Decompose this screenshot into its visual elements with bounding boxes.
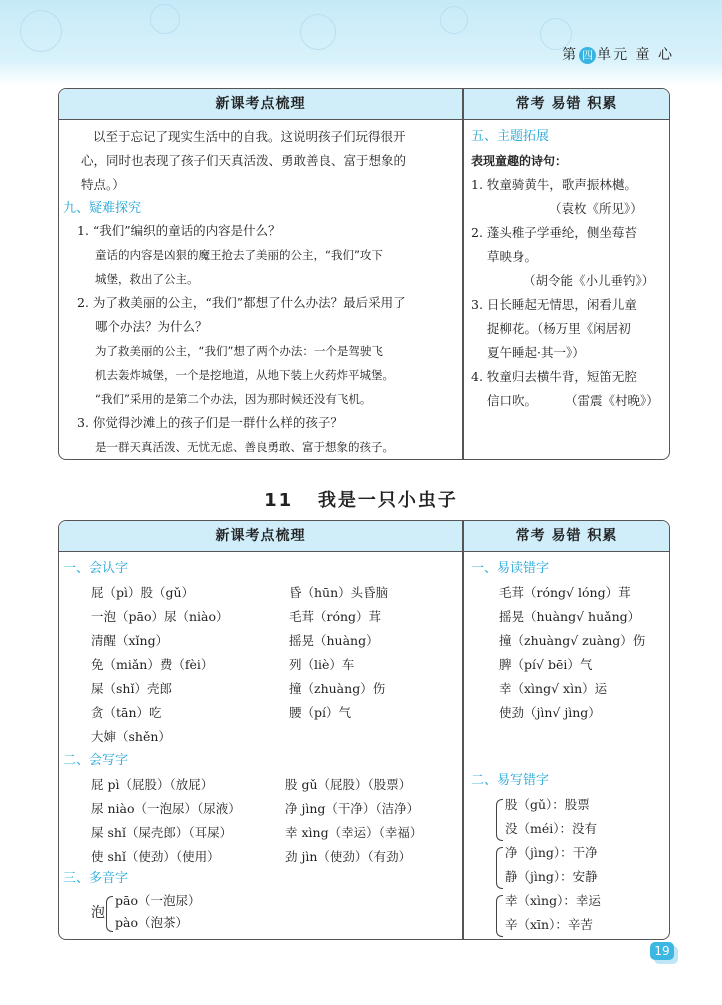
unit-number-badge: 四: [579, 47, 596, 64]
write-item: 幸 xìng（幸运）（幸福）: [285, 825, 423, 840]
char-item: 屎（shǐ）壳郎: [91, 681, 172, 696]
box-header: [59, 521, 669, 552]
write-item: 股 gǔ（屁股）（股票）: [285, 777, 412, 792]
poem-line: 3. 日长睡起无情思，闲看儿童: [471, 297, 637, 312]
section-heading: 一、易读错字: [471, 561, 550, 576]
text-line: 心，同时也表现了孩子们天真活泼、勇敢善良、富于想象的: [81, 153, 407, 168]
write-item: 屎 shǐ（屎壳郎）（耳屎）: [91, 825, 233, 840]
section-heading: 二、易写错字: [471, 773, 550, 788]
review-box-top: [58, 88, 670, 460]
lesson-number: 11: [264, 490, 294, 511]
review-box-bottom: [58, 520, 670, 940]
section-heading: 三、多音字: [63, 871, 129, 886]
poem-line: 信口吹。: [487, 393, 538, 408]
miswrite-item: 没（méi）：没有: [505, 821, 597, 836]
poem-source: （胡令能《小儿垂钓》）: [523, 273, 655, 288]
question: 哪个办法？为什么？: [95, 319, 208, 334]
section-heading: 一、会认字: [63, 561, 129, 576]
poem-source: （雷震《村晚》）: [565, 393, 659, 408]
unit-label: [562, 44, 674, 64]
char-item: 腰（pí）气: [289, 705, 351, 720]
brace-icon: [496, 847, 503, 889]
misread-item: 脾（pí√ bēi）气: [499, 657, 593, 672]
poem-line: 草映身。: [487, 249, 538, 264]
question: 3. 你觉得沙滩上的孩子们是一群什么样的孩子？: [77, 415, 343, 430]
text-line: 特点。）: [81, 177, 125, 192]
question: 1. “我们”编织的童话的内容是什么？: [77, 223, 281, 238]
decorative-circle: [150, 4, 180, 34]
misread-item: 使劲（jìn√ jìng）: [499, 705, 601, 720]
unit-suffix: 单元 童 心: [597, 47, 674, 63]
char-item: 免（miǎn）费（fèi）: [91, 657, 214, 672]
section-heading: 二、会写字: [63, 753, 129, 768]
write-item: 净 jìng（干净）（洁净）: [285, 801, 420, 816]
misread-item: 毛茸（róng√ lóng）茸: [499, 585, 631, 600]
poem-source: （袁枚《所见》）: [549, 201, 643, 216]
text-line: 以至于忘记了现实生活中的自我。这说明孩子们玩得很开: [93, 129, 406, 144]
miswrite-item: 净（jìng）：干净: [505, 845, 598, 860]
section-heading: 五、主题拓展: [471, 129, 550, 144]
miswrite-item: 辛（xīn）：辛苦: [505, 917, 593, 932]
miswrite-item: 股（gǔ）：股票: [505, 797, 590, 812]
answer-line: 是一群天真活泼、无忧无虑、善良勇敢、富于想象的孩子。: [95, 440, 394, 454]
right-column-title: 常考 易错 积累: [515, 528, 618, 544]
answer-line: 城堡，救出了公主。: [95, 272, 199, 286]
write-item: 劲 jìn（使劲）（有劲）: [285, 849, 412, 864]
right-column-title: 常考 易错 积累: [515, 96, 618, 112]
misread-item: 撞（zhuàng√ zuàng）伤: [499, 633, 646, 648]
box-header: [59, 89, 669, 120]
char-item: 撞（zhuàng）伤: [289, 681, 386, 696]
column-divider: [462, 89, 464, 459]
left-column-title: 新课考点梳理: [215, 96, 306, 112]
polyphonic-reading: pào（泡茶）: [115, 915, 188, 930]
write-item: 尿 niào（一泡尿）（尿液）: [91, 801, 241, 816]
miswrite-item: 静（jìng）：安静: [505, 869, 598, 884]
decorative-circle: [20, 10, 62, 52]
lesson-name: 我是一只小虫子: [317, 490, 458, 511]
left-column-title: 新课考点梳理: [215, 528, 306, 544]
poem-line: 1. 牧童骑黄牛，歌声振林樾。: [471, 177, 637, 192]
write-item: 使 shǐ（使劲）（使用）: [91, 849, 220, 864]
answer-line: 为了救美丽的公主，“我们”想了两个办法：一个是驾驶飞: [95, 344, 383, 358]
char-item: 贪（tān）吃: [91, 705, 162, 720]
answer-line: 童话的内容是凶狠的魔王抢去了美丽的公主，“我们”攻下: [95, 248, 383, 262]
miswrite-item: 幸（xìng）：幸运: [505, 893, 601, 908]
char-item: 摇晃（huàng）: [289, 633, 379, 648]
answer-line: 机去轰炸城堡，一个是挖地道，从地下装上火药炸平城堡。: [95, 368, 394, 382]
decorative-circle: [300, 14, 336, 50]
polyphonic-reading: pāo（一泡尿）: [115, 893, 201, 908]
header-band: [0, 0, 722, 86]
question: 2. 为了救美丽的公主，“我们”都想了什么办法？最后采用了: [77, 295, 406, 310]
misread-item: 摇晃（huàng√ huǎng）: [499, 609, 641, 624]
brace-icon: [496, 799, 503, 841]
answer-line: “我们”采用的是第二个办法，因为那时候还没有飞机。: [95, 392, 372, 406]
lesson-title: [0, 486, 722, 512]
unit-prefix: 第: [562, 47, 579, 63]
char-item: 屁（pì）股（gǔ）: [91, 585, 195, 600]
char-item: 一泡（pāo）尿（niào）: [91, 609, 229, 624]
char-item: 列（liè）车: [289, 657, 355, 672]
brace-icon: [496, 895, 503, 937]
poem-heading: 表现童趣的诗句：: [471, 154, 568, 168]
poem-line: 捉柳花。（杨万里《闲居初: [487, 321, 631, 336]
brace-icon: [106, 896, 113, 932]
poem-line: 2. 蓬头稚子学垂纶，侧坐莓苔: [471, 225, 637, 240]
char-item: 昏（hūn）头昏脑: [289, 585, 389, 600]
poem-line: 4. 牧童归去横牛背，短笛无腔: [471, 369, 637, 384]
char-item: 大婶（shěn）: [91, 729, 171, 744]
char-item: 清醒（xǐng）: [91, 633, 169, 648]
char-item: 毛茸（róng）茸: [289, 609, 382, 624]
column-divider: [462, 521, 464, 939]
page-number: 19: [650, 942, 674, 960]
decorative-circle: [440, 6, 468, 34]
write-item: 屁 pì（屁股）（放屁）: [91, 777, 214, 792]
section-heading: 九、疑难探究: [63, 201, 142, 216]
misread-item: 幸（xìng√ xìn）运: [499, 681, 608, 696]
polyphonic-char: 泡: [91, 905, 105, 921]
poem-line: 夏午睡起·其一》）: [487, 345, 585, 360]
